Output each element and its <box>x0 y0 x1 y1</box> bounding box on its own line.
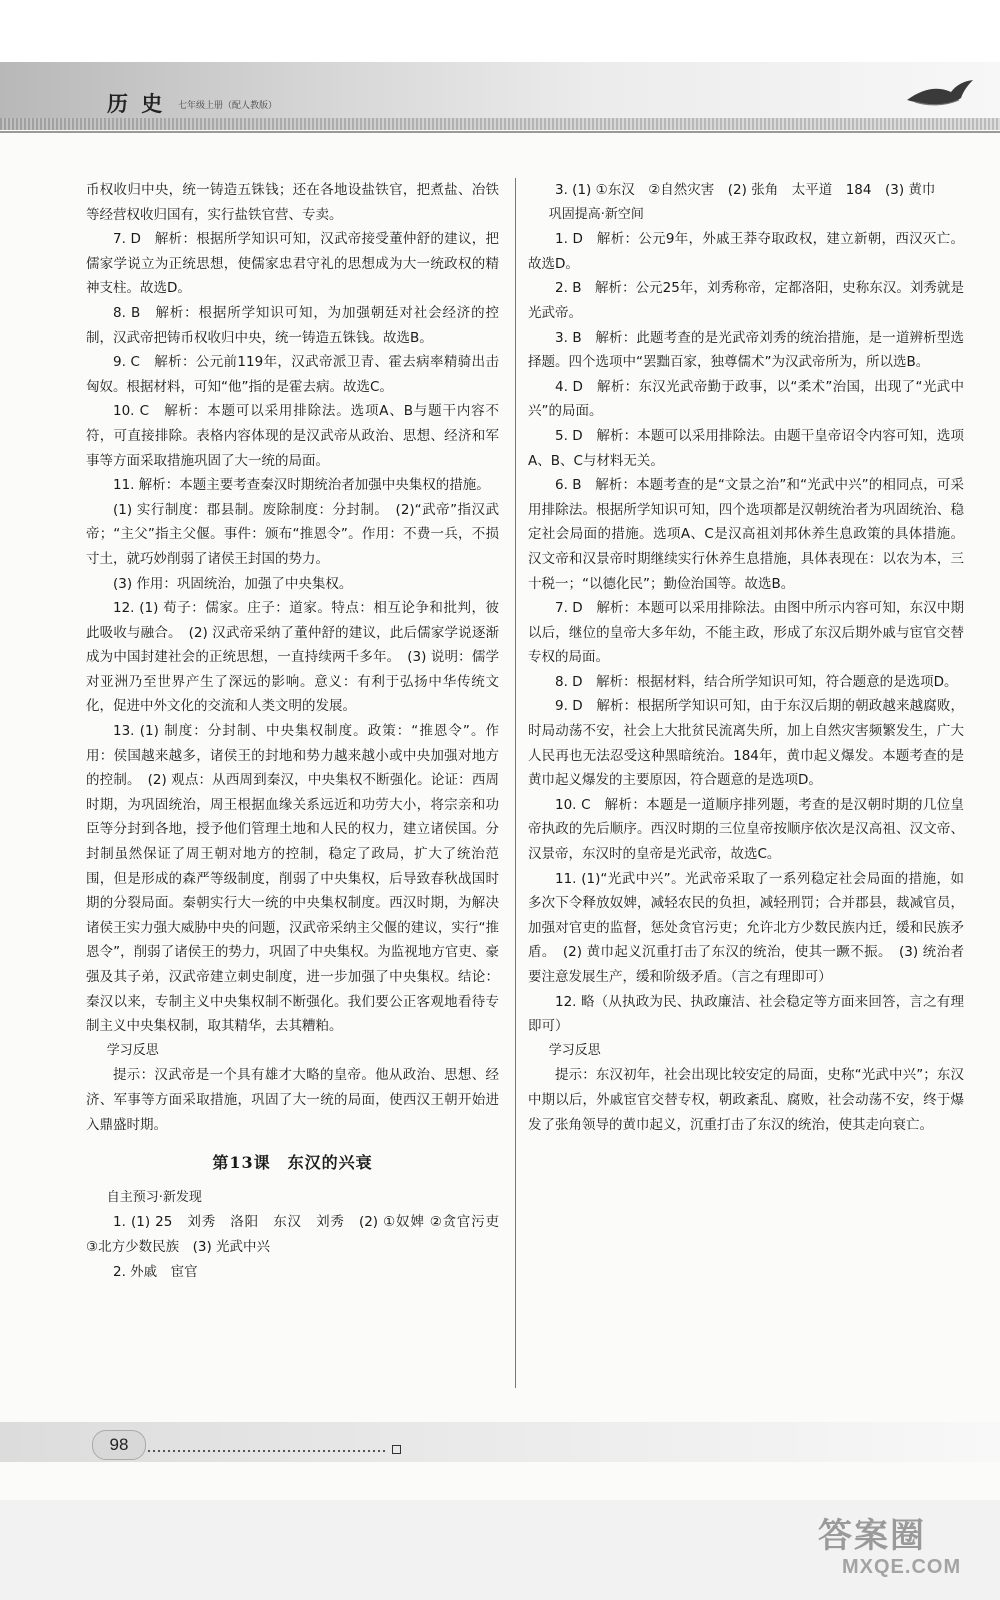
answer-paragraph: 10. C 解析：本题是一道顺序排列题，考查的是汉朝时期的几位皇帝执政的先后顺序。西汉时期的三位皇帝按顺序依次是汉高祖、汉文帝、汉景帝，东汉时的皇帝是光武帝，故选C。 <box>528 796 964 863</box>
subject-title: 历 史 <box>107 91 166 116</box>
reflect-text: 提示：东汉初年，社会出现比较安定的局面，史称“光武中兴”；东汉中期以后，外戚宦官交替专权，朝政紊乱、腐败，社会动荡不安，终于爆发了张角领导的黄巾起义，沉重打击了东汉的统治，使其走向衰亡。 <box>528 1067 964 1133</box>
answer-paragraph: 2. B 解析：公元25年，刘秀称帝，定都洛阳，史称东汉。刘秀就是光武帝。 <box>528 280 964 321</box>
page-number: 98 <box>92 1430 146 1460</box>
answer-paragraph: 10. C 解析：本题可以采用排除法。选项A、B与题干内容不符，可直接排除。表格内容体现的是汉武帝从政治、思想、经济和军事等方面采取措施巩固了大一统的局面。 <box>86 403 499 469</box>
lesson-title: 第13课 东汉的兴衰 <box>212 1153 373 1173</box>
watermark-logo: 答案圈 <box>818 1516 926 1556</box>
answer-paragraph: 12. (1) 荀子：儒家。庄子：道家。特点：相互论争和批判，彼此吸收与融合。 (2) 汉武帝采纳了董仲舒的建议，此后儒家学说逐渐成为中国封建社会的正统思想，一直持续两千多年。 (3) 说明：儒学对亚洲乃至世界产生了深远的影响。意义：有利于弘扬中华传统文化，促进中外文化的交流和人类文明的发展。 <box>86 600 499 715</box>
watermark-url: MXQE.COM <box>842 1556 962 1578</box>
answer-paragraph: 3. B 解析：此题考查的是光武帝刘秀的统治措施，是一道辨析型选择题。四个选项中“罢黜百家，独尊儒术”为汉武帝所为，所以选B。 <box>528 329 964 371</box>
footer-dotted-rule <box>148 1450 388 1452</box>
footer-square-icon <box>392 1445 401 1454</box>
answer-paragraph: 币权收归中央，统一铸造五铢钱；还在各地设盐铁官，把煮盐、冶铁等经营权收归国有，实行盐铁官营、专卖。 <box>86 182 499 223</box>
answer-paragraph: 8. D 解析：根据材料，结合所学知识可知，符合题意的是选项D。 <box>555 673 958 690</box>
answer-paragraph: 11. 解析：本题主要考查秦汉时期统治者加强中央集权的措施。 <box>113 477 490 494</box>
answer-paragraph: 11. (1)“光武中兴”。光武帝采取了一系列稳定社会局面的措施，如多次下令释放奴婢，减轻农民的负担，减轻刑罚；合并郡县，裁减官员，加强对官吏的监督，惩处贪官污吏；允许北方少数民族内迁，缓和民族矛盾。 (2) 黄巾起义沉重打击了东汉的统治，使其一蹶不振。 (3) 统治者要注意发展生产，缓和阶级矛盾。（言之有理即可） <box>528 870 964 985</box>
top-margin <box>0 0 1000 62</box>
answer-paragraph: 4. D 解析：东汉光武帝勤于政事，以“柔术”治国，出现了“光武中兴”的局面。 <box>528 378 964 420</box>
left-column <box>86 178 513 1284</box>
right-column <box>528 178 964 1137</box>
answer-paragraph: 1. D 解析：公元9年，外戚王莽夺取政权，建立新朝，西汉灭亡。故选D。 <box>528 231 964 272</box>
header-stripe <box>0 118 1000 130</box>
preview-answer-1: 1. (1) 25 刘秀 洛阳 东汉 刘秀 (2) ①奴婢 ②贪官污吏 ③北方少数民族 (3) 光武中兴 <box>86 1214 513 1255</box>
answer-paragraph: 9. D 解析：根据所学知识可知，由于东汉后期的朝政越来越腐败，时局动荡不安，社会上大批贫民流离失所，加上自然灾害频繁发生，广大人民再也无法忍受这种黑暗统治。184年，黄巾起义爆发。本题考查的是黄巾起义爆发的主要原因，符合题意的是选项D。 <box>528 698 964 789</box>
footer-band <box>0 1422 1000 1462</box>
section-heading: 巩固提高·新空间 <box>548 206 644 222</box>
swallow-icon <box>905 78 975 118</box>
answer-paragraph: 6. B 解析：本题考查的是“文景之治”和“光武中兴”的相同点，可采用排除法。根据所学知识可知，四个选项都是汉朝统治者为巩固统治、稳定社会局面的措施。选项A、C是汉高祖刘邦休养生息政策的具体措施。汉文帝和汉景帝时期继续实行休养生息措施，具体表现在：以农为本，三十税一；“以德化民”；勤俭治国等。故选B。 <box>528 477 964 592</box>
preview-answer-3: 3. (1) ①东汉 ②自然灾害 (2) 张角 太平道 184 (3) 黄巾 <box>555 182 936 198</box>
preview-heading: 自主预习·新发现 <box>106 1189 202 1205</box>
preview-answer-2: 2. 外戚 宦官 <box>113 1263 198 1280</box>
answer-paragraph: 9. C 解析：公元前119年，汉武帝派卫青、霍去病率精骑出击匈奴。根据材料，可知“他”指的是霍去病。故选C。 <box>86 354 499 395</box>
answer-paragraph: (3) 作用：巩固统治，加强了中央集权。 <box>113 575 353 592</box>
answer-paragraph: 8. B 解析：根据所学知识可知，为加强朝廷对社会经济的控制，汉武帝把铸币权收归中央，统一铸造五铢钱。故选B。 <box>86 304 499 346</box>
reflect-heading: 学习反思 <box>106 1042 159 1058</box>
answer-paragraph: 7. D 解析：根据所学知识可知，汉武帝接受董仲舒的建议，把儒家学说立为正统思想，使儒家忠君守礼的思想成为大一统政权的精神支柱。故选D。 <box>86 231 499 297</box>
header-rule <box>0 131 1000 133</box>
answer-paragraph: 13. (1) 制度：分封制、中央集权制度。政策：“推恩令”。作用：侯国越来越多，诸侯王的封地和势力越来越小或中央加强对地方的控制。 (2) 观点：从西周到秦汉，中央集权不断强化。论证：西周时期，为巩固统治，周王根据血缘关系远近和功劳大小，将宗亲和功臣等分封到各地，授予他们管理土地和人民的权力，建立诸侯国。分封制虽然保证了周王朝对地方的控制，稳定了政局，扩大了统治范围，但是形成的森严等级制度，削弱了中央集权，后导致春秋战国时期的分裂局面。秦朝实行大一统的中央集权制度。西汉时期，为解决诸侯王实力强大威胁中央的问题，汉武帝采纳主父偃的建议，实行“推恩令”，削弱了诸侯王的势力，巩固了中央集权。为监视地方官吏、豪强及其子弟，汉武帝建立刺史制度，进一步加强了中央集权。结论：秦汉以来，专制主义中央集权制不断强化。我们要公正客观地看待专制主义中央集权制，取其精华，去其糟粕。 <box>86 723 499 1035</box>
answer-paragraph: 5. D 解析：本题可以采用排除法。由题干皇帝诏令内容可知，选项A、B、C与材料无关。 <box>528 427 964 469</box>
column-divider <box>515 178 516 1388</box>
reflect-heading: 学习反思 <box>548 1042 601 1058</box>
answer-paragraph: 7. D 解析：本题可以采用排除法。由图中所示内容可知，东汉中期以后，继位的皇帝大多年幼，不能主政，形成了东汉后期外戚与宦官交替专权的局面。 <box>528 600 964 666</box>
answer-paragraph: (1) 实行制度：郡县制。废除制度：分封制。 (2)“武帝”指汉武帝；“主父”指主父偃。事件：颁布“推恩令”。作用：不费一兵，不损寸土，就巧妙削弱了诸侯王封国的势力。 <box>86 501 499 567</box>
answer-paragraph: 12. 略（从执政为民、执政廉洁、社会稳定等方面来回答，言之有理即可） <box>528 993 964 1035</box>
reflect-text: 提示：汉武帝是一个具有雄才大略的皇帝。他从政治、思想、经济、军事等方面采取措施，巩固了大一统的局面，使西汉王朝开始进入鼎盛时期。 <box>86 1067 499 1133</box>
grade-label: 七年级上册（配人教版） <box>178 101 278 111</box>
